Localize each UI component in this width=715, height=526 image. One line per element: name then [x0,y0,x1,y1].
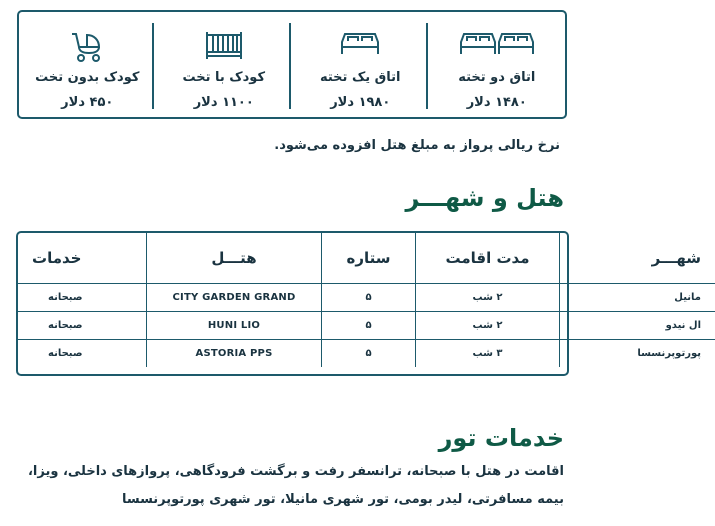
flight-price-note: نرخ ریالی پرواز به مبلغ هتل افزوده می‌شود. [274,138,560,153]
cell-services: صبحانه [18,284,147,312]
price-label: کودک با تخت [182,70,266,85]
hotels-section-title: هتل و شهـــر [405,184,564,212]
cell-stay: ۲ شب [416,284,560,312]
cell-hotel: HUNI LIO [147,312,322,340]
cell-hotel: CITY GARDEN GRAND [147,284,322,312]
cell-stars: ۵ [322,340,416,368]
header-stars: ستاره [322,233,416,284]
table-header-row [18,233,715,284]
room-pricing-box [17,10,567,119]
cell-services: صبحانه [18,312,147,340]
cell-stars: ۵ [322,284,416,312]
cell-stay: ۳ شب [416,340,560,368]
price-label: اتاق دو تخته [458,70,536,85]
cell-hotel: ASTORIA PPS [147,340,322,368]
tour-services-title: خدمات تور [438,424,564,452]
hotel-table [16,231,701,376]
cell-stars: ۵ [322,312,416,340]
cell-services: صبحانه [48,348,83,359]
price-amount: ۱۹۸۰ دلار [330,95,391,110]
price-cell-child-bed [156,12,293,117]
cell-city: ال نیدو [560,312,715,340]
cell-city: پورتوپرنسسا [560,340,715,368]
price-amount: ۴۵۰ دلار [61,95,114,110]
table-row [18,340,715,368]
price-cell-single [292,12,429,117]
header-stay: مدت اقامت [416,233,560,284]
single-room-bed-icon [339,30,381,60]
price-cell-child-no-bed [19,12,156,117]
price-label: اتاق یک تخته [319,70,401,85]
table-row [18,284,715,312]
double-room-bed-icon [459,30,535,60]
crib-icon [204,30,244,64]
cell-city: مانیل [560,284,715,312]
header-services: خدمات [18,233,147,284]
price-amount: ۱۱۰۰ دلار [193,95,254,110]
baby-stroller-icon [70,30,104,66]
table-row [18,312,715,340]
tour-services-text: اقامت در هتل با صبحانه، ترانسفر رفت و برگشت فرودگاهی، پروازهای داخلی، ویزا، بیمه مسافرتی، لیدر بومی، تور شهری مانیلا، تور شهری پورتوپرنسسا [27,464,564,507]
header-city: شهـــر [560,233,715,284]
price-amount: ۱۴۸۰ دلار [466,95,527,110]
price-label: کودک بدون تخت [35,70,140,85]
header-hotel: هتـــل [147,233,322,284]
cell-stay: ۲ شب [416,312,560,340]
price-cell-double [429,12,566,117]
